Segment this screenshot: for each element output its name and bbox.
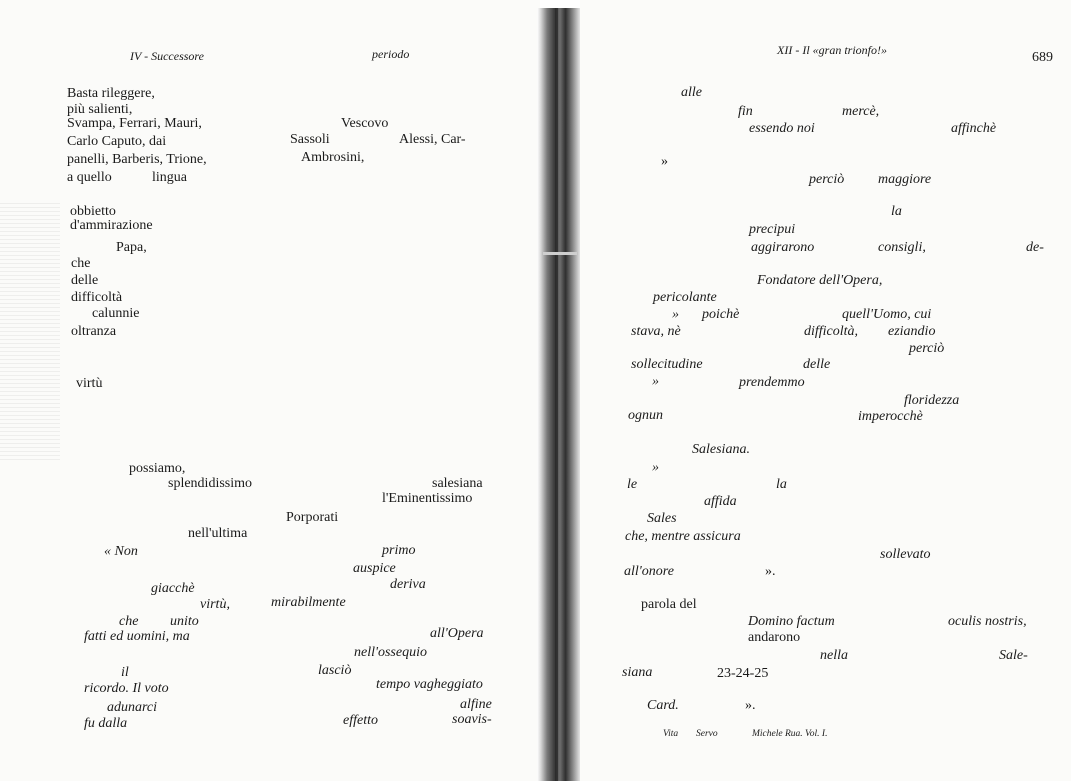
word: fu dalla <box>84 716 128 731</box>
word: ». <box>765 564 776 579</box>
word: floridezza <box>904 393 960 408</box>
word: stava, nè <box>631 324 681 339</box>
gutter-crease <box>555 8 558 781</box>
word: che <box>71 256 91 271</box>
word: all'onore <box>624 564 674 579</box>
running-header-center: periodo <box>372 47 410 61</box>
word: perciò <box>809 172 845 187</box>
running-header-left: IV - Successore <box>130 49 204 63</box>
word: mercè, <box>842 104 880 119</box>
word: Salesiana. <box>692 442 750 457</box>
word: Sassoli <box>290 132 330 147</box>
word: fin <box>738 104 753 119</box>
word: all'Opera <box>430 626 484 641</box>
word: de- <box>1026 240 1044 255</box>
word: Ambrosini, <box>301 150 365 165</box>
word: poichè <box>702 307 740 322</box>
word: Card. <box>647 698 679 713</box>
word: Alessi, Car- <box>399 132 466 147</box>
word: le <box>627 477 638 492</box>
word: adunarci <box>107 700 158 715</box>
word: Svampa, Ferrari, Mauri, <box>67 116 202 131</box>
footnote-word: Vita <box>663 729 679 739</box>
word: sollevato <box>880 547 931 562</box>
word: Domino factum <box>748 614 835 629</box>
page-number: 689 <box>1032 50 1053 65</box>
word: deriva <box>390 577 426 592</box>
word: delle <box>803 357 831 372</box>
word: alfine <box>460 697 492 712</box>
word: la <box>776 477 787 492</box>
word: alle <box>681 85 702 100</box>
word: precipui <box>749 222 796 237</box>
running-header-right: XII - Il «gran trionfo!» <box>777 43 887 57</box>
word: siana <box>622 665 653 680</box>
word: che, mentre assicura <box>625 529 741 544</box>
word: tempo vagheggiato <box>376 677 483 692</box>
word: perciò <box>909 341 945 356</box>
word: nella <box>820 648 848 663</box>
word: andarono <box>748 630 801 645</box>
word: possiamo, <box>129 461 186 476</box>
word: difficoltà <box>71 290 123 305</box>
word: aggirarono <box>751 240 815 255</box>
word: splendidissimo <box>168 476 253 491</box>
word: sollecitudine <box>631 357 703 372</box>
word: consigli, <box>878 240 926 255</box>
word: fatti ed uomini, ma <box>84 629 190 644</box>
word: salesiana <box>432 476 483 491</box>
book-gutter <box>537 8 583 781</box>
word: maggiore <box>878 172 932 187</box>
word: Basta rileggere, <box>67 86 155 101</box>
right-page <box>580 0 1071 781</box>
word: l'Eminentissimo <box>382 491 473 506</box>
word: auspice <box>353 561 396 576</box>
word: virtù, <box>200 597 230 612</box>
word: delle <box>71 273 99 288</box>
word: d'ammirazione <box>70 218 153 233</box>
word: che <box>119 614 139 629</box>
word: » <box>672 307 679 322</box>
word: quell'Uomo, cui <box>842 307 932 322</box>
word: « Non <box>104 544 138 559</box>
word: più salienti, <box>67 102 133 117</box>
word: soavis- <box>452 712 492 727</box>
binding-thread <box>543 252 577 255</box>
word: nell'ossequio <box>354 645 427 660</box>
word: pericolante <box>653 290 717 305</box>
word: essendo noi <box>749 121 815 136</box>
word: » <box>652 460 659 475</box>
word: effetto <box>343 713 378 728</box>
word: difficoltà, <box>804 324 859 339</box>
word: giacchè <box>151 581 195 596</box>
word: Sale- <box>999 648 1028 663</box>
word: la <box>891 204 902 219</box>
word: prendemmo <box>739 375 805 390</box>
word: oltranza <box>71 324 117 339</box>
word: affida <box>704 494 737 509</box>
word: Porporati <box>286 510 339 525</box>
word: parola del <box>641 597 697 612</box>
word: affinchè <box>951 121 997 136</box>
word: ». <box>745 698 756 713</box>
word: ricordo. Il voto <box>84 681 169 696</box>
word: a quello <box>67 170 112 185</box>
word: Vescovo <box>341 116 389 131</box>
word: lingua <box>152 170 187 185</box>
word: primo <box>382 543 416 558</box>
paper-texture <box>0 200 60 460</box>
word: » <box>652 374 659 389</box>
word: mirabilmente <box>271 595 346 610</box>
word: nell'ultima <box>188 526 248 541</box>
word: eziandio <box>888 324 936 339</box>
word: il <box>121 665 129 680</box>
word: calunnie <box>92 306 140 321</box>
word: Papa, <box>116 240 147 255</box>
word: panelli, Barberis, Trione, <box>67 152 207 167</box>
footnote-word: Michele Rua. Vol. I. <box>752 729 828 739</box>
word: 23-24-25 <box>717 666 769 681</box>
word: Fondatore dell'Opera, <box>757 273 883 288</box>
word: virtù <box>76 376 103 391</box>
word: lasciò <box>318 663 352 678</box>
word: Sales <box>647 511 677 526</box>
word: ognun <box>628 408 663 423</box>
word: obbietto <box>70 204 116 219</box>
word: Carlo Caputo, dai <box>67 134 167 149</box>
word: oculis nostris, <box>948 614 1027 629</box>
word: imperocchè <box>858 409 923 424</box>
word: » <box>661 154 668 169</box>
footnote-word: Servo <box>696 729 718 739</box>
word: unito <box>170 614 199 629</box>
